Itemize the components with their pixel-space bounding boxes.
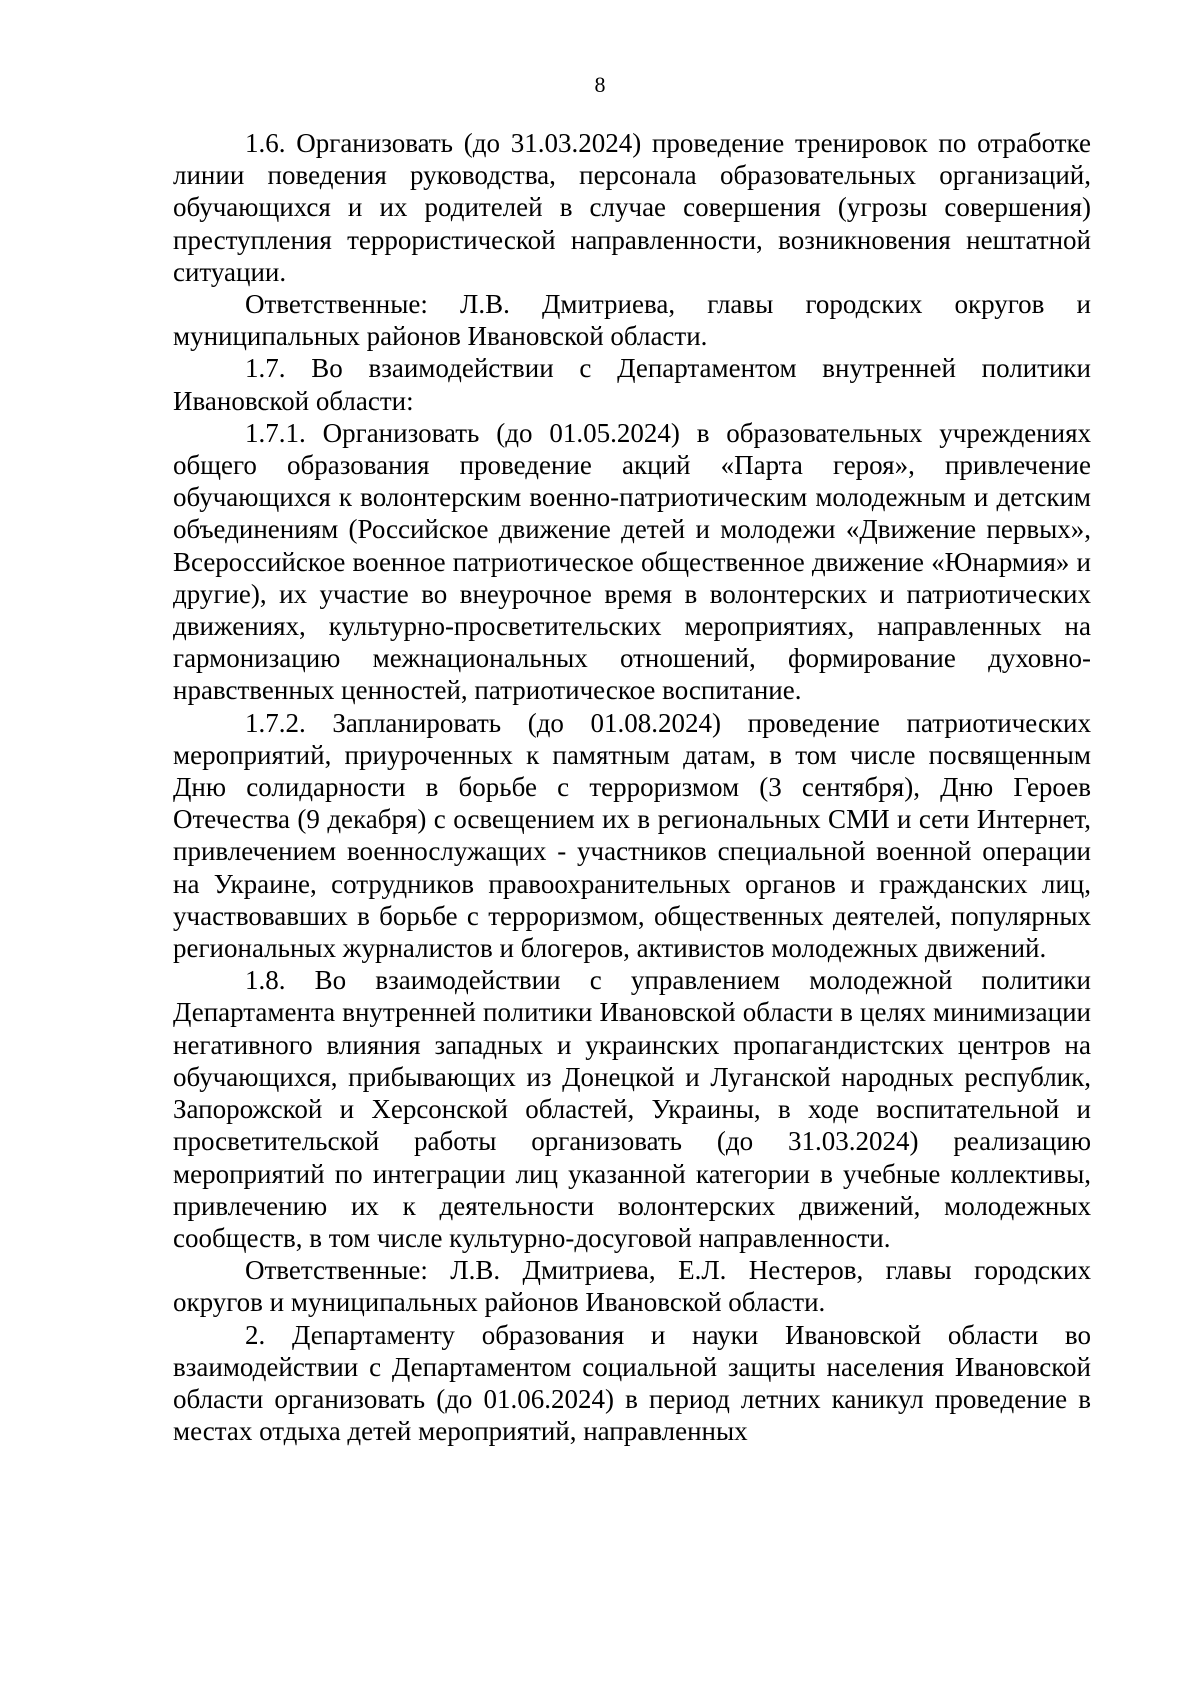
paragraph-2: 2. Департаменту образования и науки Ивановской области во взаимодействии с Департаментом социальной защиты населения Ивановской области организовать (до 01.06.2024) в период летних каникул проведение в местах отдыха детей мероприятий, направленных bbox=[173, 1319, 1091, 1447]
paragraph-1-7-2: 1.7.2. Запланировать (до 01.08.2024) проведение патриотических мероприятий, приуроченных к памятным датам, в том числе посвященным Дню солидарности в борьбе с терроризмом (3 сентября), Дню Героев Отечества (9 декабря) с освещением их в региональных СМИ и сети Интернет, привлечением военнослужащих - участников специальной военной операции на Украине, сотрудников правоохранительных органов и гражданских лиц, участвовавших в борьбе с терроризмом, общественных деятелей, популярных региональных журналистов и блогеров, активистов молодежных движений. bbox=[173, 707, 1091, 964]
paragraph-1-8: 1.8. Во взаимодействии с управлением молодежной политики Департамента внутренней политики Ивановской области в целях минимизации негативного влияния западных и украинских пропагандистских центров на обучающихся, прибывающих из Донецкой и Луганской народных республик, Запорожской и Херсонской областей, Украины, в ходе воспитательной и просветительской работы организовать (до 31.03.2024) реализацию мероприятий по интеграции лиц указанной категории в учебные коллективы, привлечению их к деятельности волонтерских движений, молодежных сообществ, в том числе культурно-досуговой направленности. bbox=[173, 965, 1091, 1253]
paragraph-responsible-1-8: Ответственные: Л.В. Дмитриева, Е.Л. Нестеров, главы городских округов и муниципальных районов Ивановской области. bbox=[173, 1255, 1091, 1318]
page-number: 8 bbox=[594, 72, 606, 97]
document-body bbox=[173, 127, 1091, 1447]
paragraph-responsible-1-6: Ответственные: Л.В. Дмитриева, главы городских округов и муниципальных районов Ивановской области. bbox=[173, 289, 1091, 352]
paragraph-1-7: 1.7. Во взаимодействии с Департаментом внутренней политики Ивановской области: bbox=[173, 353, 1091, 416]
paragraph-1-6: 1.6. Организовать (до 31.03.2024) проведение тренировок по отработке линии поведения руководства, персонала образовательных организаций, обучающихся и их родителей в случае совершения (угрозы совершения) преступления террористической направленности, возникновения нештатной ситуации. bbox=[173, 128, 1091, 287]
paragraph-1-7-1: 1.7.1. Организовать (до 01.05.2024) в образовательных учреждениях общего образования проведение акций «Парта героя», привлечение обучающихся к волонтерским военно-патриотическим молодежным и детским объединениям (Российское движение детей и молодежи «Движение первых», Всероссийское военное патриотическое общественное движение «Юнармия» и другие), их участие во внеурочное время в волонтерских и патриотических движениях, культурно-просветительских мероприятиях, направленных на гармонизацию межнациональных отношений, формирование духовно-нравственных ценностей, патриотическое воспитание. bbox=[173, 417, 1091, 706]
